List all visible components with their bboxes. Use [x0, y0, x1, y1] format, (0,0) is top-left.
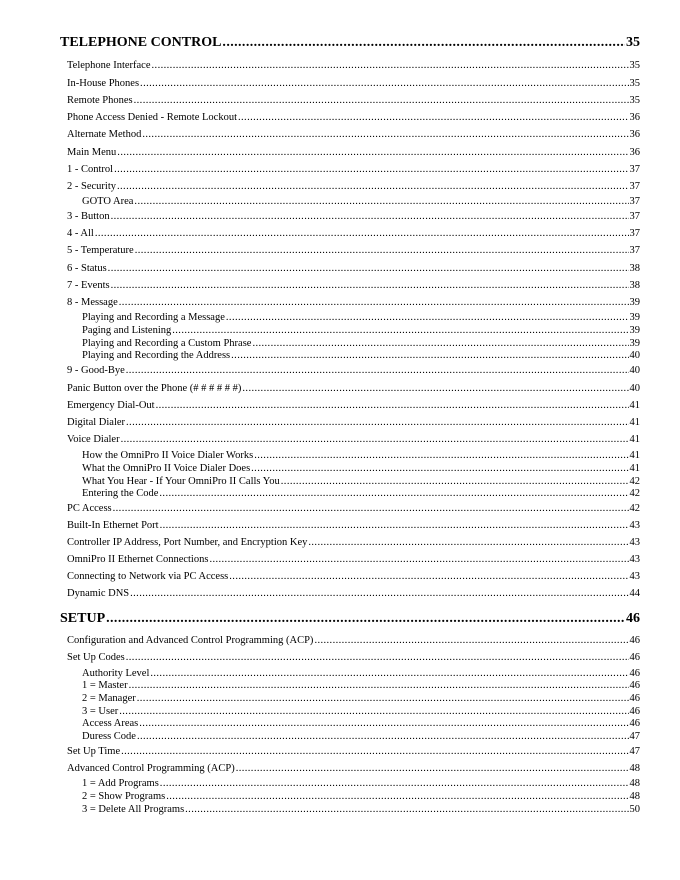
toc-entry-page-number: 37: [629, 228, 640, 239]
toc-entry[interactable]: [67, 571, 640, 583]
toc-entry-title: Telephone Interface: [67, 60, 151, 71]
toc-entry-page-number: 36: [629, 112, 640, 123]
dot-leader: [129, 680, 629, 692]
toc-entry-title: Connecting to Network via PC Access: [67, 571, 229, 582]
dot-leader: [106, 611, 625, 627]
toc-entry-page-number: 43: [629, 520, 640, 531]
toc-entry[interactable]: [82, 718, 640, 730]
dot-leader: [126, 652, 629, 664]
toc-entry-title: 2 = Manager: [82, 693, 136, 704]
toc-entry[interactable]: [67, 228, 640, 240]
toc-entry[interactable]: [82, 350, 640, 362]
toc-entry[interactable]: [67, 147, 640, 159]
dot-leader: [252, 338, 628, 350]
toc-entry[interactable]: [67, 434, 640, 446]
toc-entry-title: Built-In Ethernet Port: [67, 520, 159, 531]
dot-leader: [281, 476, 629, 488]
toc-entry-page-number: 35: [629, 78, 640, 89]
toc-entry-title: 3 - Button: [67, 211, 110, 222]
toc-entry-title: Phone Access Denied - Remote Lockout: [67, 112, 237, 123]
dot-leader: [137, 693, 629, 705]
toc-entry-title: 4 - All: [67, 228, 94, 239]
toc-entry-title: What You Hear - If Your OmniPro II Calls You: [82, 476, 280, 487]
toc-entry-title: What the OmniPro II Voice Dialer Does: [82, 463, 251, 474]
toc-entry-title: Access Areas: [82, 718, 139, 729]
toc-entry-title: 6 - Status: [67, 263, 107, 274]
toc-entry-page-number: 41: [629, 463, 640, 474]
toc-entry[interactable]: [67, 537, 640, 549]
toc-entry[interactable]: [82, 706, 640, 718]
dot-leader: [137, 731, 629, 743]
dot-leader: [117, 181, 629, 193]
toc-entry[interactable]: [82, 463, 640, 475]
toc-entry[interactable]: [67, 365, 640, 377]
toc-entry[interactable]: [67, 503, 640, 515]
toc-entry-page-number: 48: [629, 778, 640, 789]
toc-entry[interactable]: [67, 280, 640, 292]
toc-entry-page-number: 43: [629, 554, 640, 565]
toc-section-heading[interactable]: [60, 611, 640, 627]
toc-entry-page-number: 48: [629, 763, 640, 774]
toc-entry-title: Authority Level: [82, 668, 150, 679]
toc-entry-page-number: 46: [629, 635, 640, 646]
toc-entry-title: 3 = User: [82, 706, 119, 717]
toc-entry[interactable]: [67, 78, 640, 90]
dot-leader: [114, 164, 628, 176]
dot-leader: [126, 417, 628, 429]
toc-entry-page-number: 39: [629, 338, 640, 349]
dot-leader: [119, 706, 628, 718]
dot-leader: [242, 383, 628, 395]
toc-entry-title: 2 = Show Programs: [82, 791, 166, 802]
dot-leader: [254, 450, 628, 462]
toc-entry-title: Alternate Method: [67, 129, 142, 140]
toc-entry-page-number: 41: [629, 417, 640, 428]
toc-entry-title: 5 - Temperature: [67, 245, 134, 256]
toc-entry-page-number: 37: [629, 211, 640, 222]
toc-entry[interactable]: [82, 680, 640, 692]
toc-entry-title: How the OmniPro II Voice Dialer Works: [82, 450, 254, 461]
dot-leader: [308, 537, 628, 549]
toc-entry-title: Main Menu: [67, 147, 117, 158]
toc-entry-title: Duress Code: [82, 731, 136, 742]
toc-entry-title: Set Up Time: [67, 746, 121, 757]
toc-entry[interactable]: [67, 635, 640, 647]
toc-entry-page-number: 50: [629, 804, 640, 815]
toc-entry[interactable]: [67, 297, 640, 309]
toc-entry-page-number: 35: [629, 95, 640, 106]
toc-entry-title: GOTO Area: [82, 196, 134, 207]
dot-leader: [111, 211, 629, 223]
dot-leader: [166, 791, 628, 803]
toc-entry[interactable]: [67, 383, 640, 395]
dot-leader: [121, 746, 628, 758]
dot-leader: [159, 488, 628, 500]
dot-leader: [134, 95, 629, 107]
toc-entry-title: In-House Phones: [67, 78, 140, 89]
toc-entry[interactable]: [82, 693, 640, 705]
dot-leader: [95, 228, 629, 240]
toc-entry-title: Dynamic DNS: [67, 588, 130, 599]
toc-entry-page-number: 46: [629, 693, 640, 704]
toc-entry[interactable]: [82, 312, 640, 324]
toc-entry-page-number: 35: [626, 35, 640, 50]
toc-entry[interactable]: [67, 746, 640, 758]
toc-entry[interactable]: [67, 245, 640, 257]
toc-entry[interactable]: [82, 791, 640, 803]
toc-entry-page-number: 47: [629, 731, 640, 742]
dot-leader: [134, 196, 628, 208]
toc-section-heading[interactable]: [60, 35, 640, 51]
toc-entry[interactable]: [67, 60, 640, 72]
toc-entry[interactable]: [82, 804, 640, 816]
toc-entry-page-number: 42: [629, 476, 640, 487]
toc-entry[interactable]: [82, 476, 640, 488]
toc-entry[interactable]: [67, 263, 640, 275]
toc-entry[interactable]: [82, 778, 640, 790]
dot-leader: [142, 129, 628, 141]
dot-leader: [231, 350, 628, 362]
toc-entry[interactable]: [82, 325, 640, 337]
toc-entry-page-number: 37: [629, 164, 640, 175]
toc-entry-page-number: 46: [629, 652, 640, 663]
toc-entry-page-number: 40: [629, 383, 640, 394]
dot-leader: [121, 434, 629, 446]
toc-entry[interactable]: [67, 652, 640, 664]
toc-entry-page-number: 38: [629, 280, 640, 291]
dot-leader: [113, 503, 629, 515]
toc-entry-page-number: 39: [629, 297, 640, 308]
toc-entry-title: 3 = Delete All Programs: [82, 804, 185, 815]
toc-entry-page-number: 39: [629, 325, 640, 336]
dot-leader: [111, 280, 629, 292]
dot-leader: [226, 312, 629, 324]
toc-entry-page-number: 40: [629, 365, 640, 376]
toc-entry-page-number: 35: [629, 60, 640, 71]
toc-entry-page-number: 46: [629, 718, 640, 729]
toc-entry[interactable]: [67, 763, 640, 775]
toc-entry-page-number: 46: [626, 611, 640, 626]
toc-entry-title: Controller IP Address, Port Number, and Encryption Key: [67, 537, 308, 548]
toc-entry-page-number: 47: [629, 746, 640, 757]
dot-leader: [160, 778, 629, 790]
toc-entry-title: Emergency Dial-Out: [67, 400, 155, 411]
toc-entry-page-number: 42: [629, 488, 640, 499]
dot-leader: [140, 78, 628, 90]
toc-entry-title: OmniPro II Ethernet Connections: [67, 554, 209, 565]
toc-entry-title: 1 - Control: [67, 164, 114, 175]
toc-entry-title: Playing and Recording a Message: [82, 312, 225, 323]
toc-entry[interactable]: [67, 211, 640, 223]
toc-entry[interactable]: [82, 668, 640, 680]
toc-entry-page-number: 37: [629, 181, 640, 192]
toc-entry[interactable]: [82, 450, 640, 462]
toc-entry[interactable]: [82, 731, 640, 743]
toc-entry-page-number: 48: [629, 791, 640, 802]
toc-entry-title: SETUP: [60, 611, 106, 626]
dot-leader: [238, 112, 629, 124]
dot-leader: [160, 520, 629, 532]
toc-entry-title: Digital Dialer: [67, 417, 126, 428]
toc-entry-page-number: 44: [629, 588, 640, 599]
dot-leader: [251, 463, 628, 475]
toc-entry[interactable]: [82, 338, 640, 350]
dot-leader: [314, 635, 628, 647]
toc-entry[interactable]: [67, 520, 640, 532]
toc-entry-page-number: 46: [629, 668, 640, 679]
toc-entry-page-number: 46: [629, 706, 640, 717]
toc-entry-title: Playing and Recording a Custom Phrase: [82, 338, 252, 349]
dot-leader: [117, 147, 628, 159]
dot-leader: [150, 668, 628, 680]
toc-entry-title: Paging and Listening: [82, 325, 172, 336]
toc-entry-page-number: 46: [629, 680, 640, 691]
toc-entry-title: Entering the Code: [82, 488, 159, 499]
toc-entry[interactable]: [67, 95, 640, 107]
dot-leader: [209, 554, 628, 566]
toc-entry-page-number: 41: [629, 434, 640, 445]
toc-entry-title: 9 - Good-Bye: [67, 365, 125, 376]
toc-entry[interactable]: [82, 488, 640, 500]
toc-entry[interactable]: [67, 112, 640, 124]
toc-entry-title: 1 = Master: [82, 680, 128, 691]
toc-entry[interactable]: [67, 400, 640, 412]
toc-entry-page-number: 41: [629, 400, 640, 411]
toc-entry-page-number: 37: [629, 245, 640, 256]
toc-entry-page-number: 36: [629, 129, 640, 140]
toc-entry-page-number: 41: [629, 450, 640, 461]
toc-entry-page-number: 38: [629, 263, 640, 274]
toc-entry-title: PC Access: [67, 503, 112, 514]
toc-entry[interactable]: [67, 164, 640, 176]
dot-leader: [156, 400, 629, 412]
dot-leader: [185, 804, 628, 816]
dot-leader: [139, 718, 628, 730]
dot-leader: [236, 763, 629, 775]
toc-entry[interactable]: [67, 181, 640, 193]
toc-entry[interactable]: [67, 588, 640, 600]
toc-entry-page-number: 42: [629, 503, 640, 514]
toc-entry-title: Advanced Control Programming (ACP): [67, 763, 235, 774]
toc-entry[interactable]: [67, 417, 640, 429]
dot-leader: [135, 245, 629, 257]
toc-entry-title: Panic Button over the Phone (# # # # # #): [67, 383, 242, 394]
toc-entry-page-number: 40: [629, 350, 640, 361]
toc-entry[interactable]: [67, 554, 640, 566]
dot-leader: [229, 571, 628, 583]
toc-entry-title: 1 = Add Programs: [82, 778, 159, 789]
dot-leader: [119, 297, 629, 309]
toc-entry-title: Playing and Recording the Address: [82, 350, 231, 361]
toc-entry-title: Configuration and Advanced Control Programming (ACP): [67, 635, 314, 646]
dot-leader: [172, 325, 628, 337]
toc-entry-page-number: 43: [629, 537, 640, 548]
toc-entry-page-number: 39: [629, 312, 640, 323]
toc-entry-title: TELEPHONE CONTROL: [60, 35, 222, 50]
toc-entry-title: 2 - Security: [67, 181, 116, 192]
dot-leader: [130, 588, 628, 600]
toc-entry-page-number: 36: [629, 147, 640, 158]
toc-entry[interactable]: [67, 129, 640, 141]
dot-leader: [108, 263, 629, 275]
toc-entry-page-number: 43: [629, 571, 640, 582]
dot-leader: [152, 60, 629, 72]
toc-entry[interactable]: [82, 196, 640, 208]
dot-leader: [222, 35, 625, 51]
toc-entry-title: Voice Dialer: [67, 434, 120, 445]
toc-entry-title: Remote Phones: [67, 95, 133, 106]
toc-entry-page-number: 37: [629, 196, 640, 207]
toc-entry-title: 8 - Message: [67, 297, 118, 308]
toc-entry-title: 7 - Events: [67, 280, 110, 291]
dot-leader: [126, 365, 629, 377]
toc-entry-title: Set Up Codes: [67, 652, 125, 663]
